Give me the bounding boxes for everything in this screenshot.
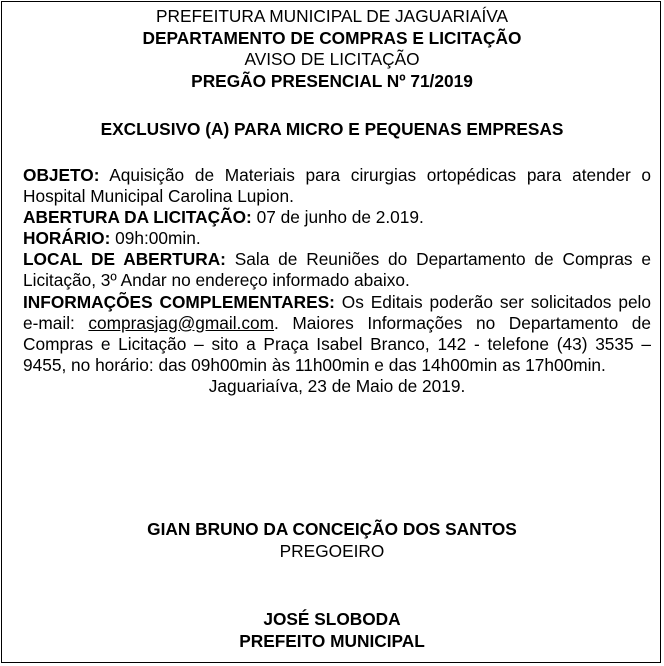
horario-text: 09h:00min. <box>110 228 201 249</box>
document-header <box>0 6 664 92</box>
signature-role: PREFEITO MUNICIPAL <box>239 630 425 651</box>
informacoes-text-after: . Maiores Informações no Departamento de Compras e Licitação – sito a Praça Isabel Branco, 142 - telefone (43) 3535 – 9455, no horário: das 09h00min às 11h00min e das 14h00min as 17h00min. <box>23 312 651 375</box>
signature-name: JOSÉ SLOBODA <box>263 609 401 629</box>
signature-role: PREGOEIRO <box>279 540 385 561</box>
email-link[interactable]: comprasjag@gmail.com <box>88 312 275 333</box>
exclusivity-notice: EXCLUSIVO (A) PARA MICRO E PEQUENAS EMPRESAS <box>100 119 564 139</box>
signature-block-pregoeiro <box>0 519 664 562</box>
header-tender-number: PREGÃO PRESENCIAL Nº 71/2019 <box>191 70 473 91</box>
signature-block-prefeito <box>0 609 664 652</box>
objeto-text: Aquisição de Materiais para cirurgias ortopédicas para atender o Hospital Municipal Carolina Lupion. <box>23 165 651 207</box>
objeto-paragraph <box>23 165 651 207</box>
local-label: LOCAL DE ABERTURA: <box>23 249 226 270</box>
local-paragraph <box>23 249 651 291</box>
abertura-label: ABERTURA DA LICITAÇÃO: <box>23 207 252 228</box>
informacoes-label: INFORMAÇÕES COMPLEMENTARES: <box>23 291 335 312</box>
header-department: DEPARTAMENTO DE COMPRAS E LICITAÇÃO <box>142 27 522 48</box>
header-notice-title: AVISO DE LICITAÇÃO <box>244 49 420 69</box>
document-body <box>23 165 651 397</box>
horario-label: HORÁRIO: <box>23 228 111 249</box>
document-date: Jaguariaíva, 23 de Maio de 2019. <box>208 375 466 396</box>
horario-paragraph <box>23 228 651 249</box>
objeto-label: OBJETO: <box>23 165 100 185</box>
signature-name: GIAN BRUNO DA CONCEIÇÃO DOS SANTOS <box>147 519 517 539</box>
header-municipality: PREFEITURA MUNICIPAL DE JAGUARIAÍVA <box>155 6 509 26</box>
informacoes-paragraph <box>23 292 651 376</box>
local-text: Sala de Reuniões do Departamento de Compras e Licitação, 3º Andar no endereço informado abaixo. <box>23 249 652 291</box>
abertura-text: 07 de junho de 2.019. <box>251 207 424 228</box>
informacoes-text-before: Os Editais poderão ser solicitados pelo e-mail: <box>23 291 652 333</box>
abertura-paragraph <box>23 207 651 228</box>
